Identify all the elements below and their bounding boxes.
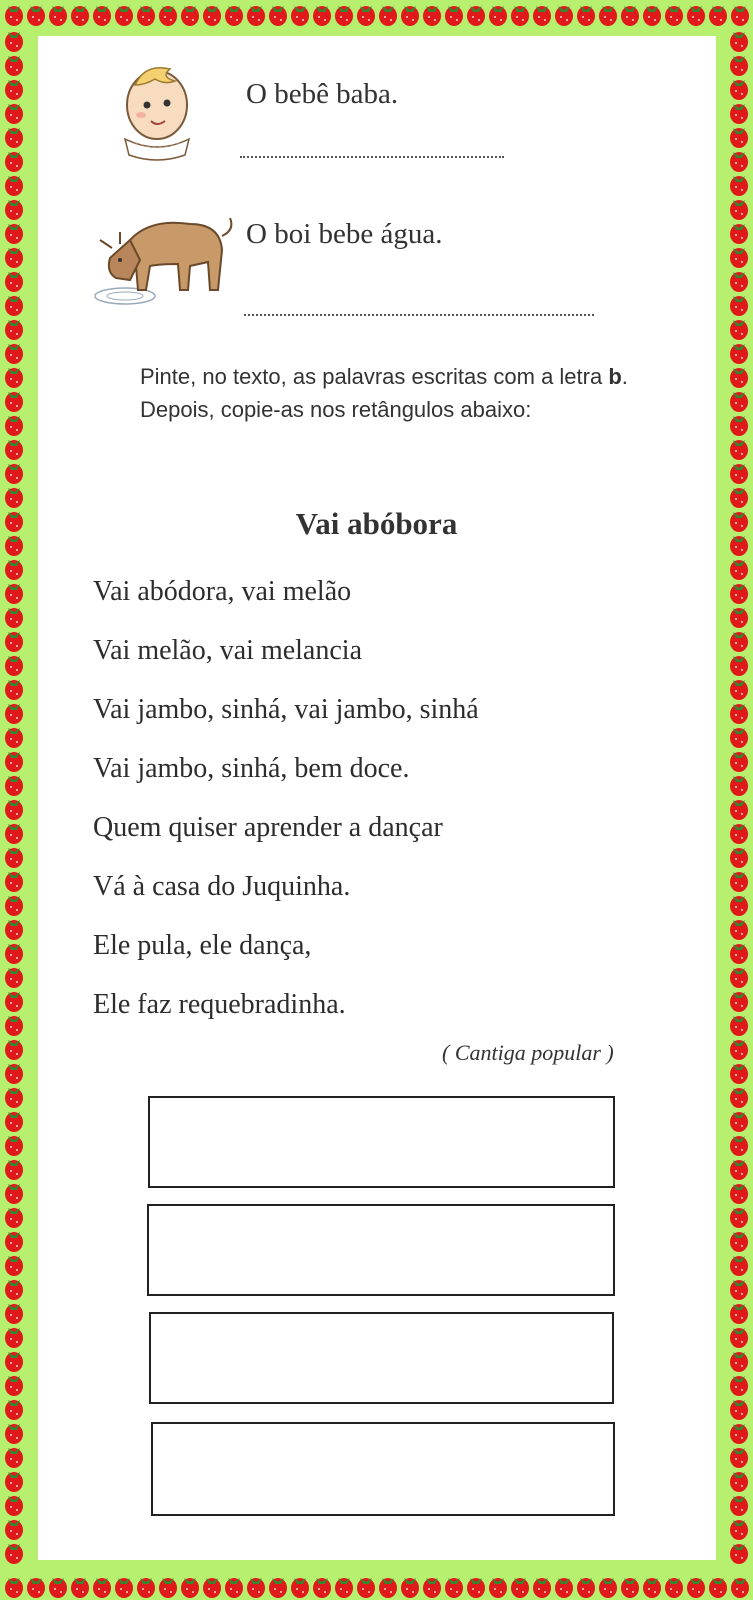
strawberry-icon — [5, 728, 23, 748]
strawberry-icon — [730, 1376, 748, 1396]
strawberry-icon — [5, 848, 23, 868]
strawberry-icon — [621, 1578, 639, 1598]
strawberry-icon — [5, 272, 23, 292]
strawberry-icon — [489, 6, 507, 26]
strawberry-icon — [5, 1448, 23, 1468]
strawberry-icon — [730, 224, 748, 244]
strawberry-icon — [730, 440, 748, 460]
strawberry-icon — [5, 824, 23, 844]
strawberry-icon — [730, 1352, 748, 1372]
writing-line-2[interactable] — [244, 314, 594, 316]
answer-box-3[interactable] — [149, 1312, 614, 1404]
strawberry-icon — [730, 176, 748, 196]
strawberry-icon — [71, 1578, 89, 1598]
strawberry-icon — [5, 1544, 23, 1564]
strawberry-icon — [5, 656, 23, 676]
strawberry-icon — [379, 6, 397, 26]
strawberry-icon — [511, 6, 529, 26]
poem-line: Vai jambo, sinhá, vai jambo, sinhá — [93, 694, 479, 725]
strawberry-icon — [203, 1578, 221, 1598]
strawberry-icon — [379, 1578, 397, 1598]
strawberry-icon — [731, 1578, 749, 1598]
strawberry-icon — [115, 1578, 133, 1598]
strawberry-icon — [687, 6, 705, 26]
strawberry-icon — [5, 704, 23, 724]
strawberry-icon — [5, 1184, 23, 1204]
strawberry-icon — [599, 6, 617, 26]
strawberry-icon — [5, 1304, 23, 1324]
strawberry-icon — [467, 6, 485, 26]
strawberry-icon — [730, 56, 748, 76]
strawberry-icon — [313, 1578, 331, 1598]
strawberry-icon — [730, 1088, 748, 1108]
strawberry-icon — [5, 392, 23, 412]
strawberry-icon — [5, 680, 23, 700]
strawberry-icon — [730, 1400, 748, 1420]
strawberry-icon — [5, 1064, 23, 1084]
strawberry-icon — [730, 1496, 748, 1516]
strawberry-icon — [335, 1578, 353, 1598]
poem-title: Vai abóbora — [295, 506, 458, 541]
strawberry-icon — [5, 1496, 23, 1516]
strawberry-icon — [730, 704, 748, 724]
writing-line-1[interactable] — [240, 156, 504, 158]
strawberry-icon — [5, 800, 23, 820]
strawberry-icon — [5, 1136, 23, 1156]
strawberry-icon — [5, 80, 23, 100]
strawberry-icon — [730, 776, 748, 796]
strawberry-icon — [5, 152, 23, 172]
strawberry-icon — [5, 1160, 23, 1180]
strawberry-icon — [577, 1578, 595, 1598]
strawberry-icon — [643, 1578, 661, 1598]
strawberry-icon — [665, 1578, 683, 1598]
strawberry-icon — [5, 104, 23, 124]
strawberry-icon — [730, 296, 748, 316]
strawberry-icon — [730, 1520, 748, 1540]
strawberry-icon — [5, 1112, 23, 1132]
strawberry-icon — [27, 6, 45, 26]
strawberry-icon — [269, 6, 287, 26]
strawberry-icon — [730, 368, 748, 388]
strawberry-icon — [730, 920, 748, 940]
strawberry-icon — [730, 1544, 748, 1564]
strawberry-icon — [511, 1578, 529, 1598]
strawberry-icon — [49, 1578, 67, 1598]
strawberry-icon — [225, 1578, 243, 1598]
strawberry-icon — [401, 1578, 419, 1598]
strawberry-icon — [5, 1088, 23, 1108]
strawberry-icon — [621, 6, 639, 26]
strawberry-icon — [730, 944, 748, 964]
strawberry-icon — [93, 1578, 111, 1598]
strawberry-icon — [5, 752, 23, 772]
strawberry-icon — [5, 128, 23, 148]
strawberry-icon — [599, 1578, 617, 1598]
instruction — [140, 360, 680, 426]
strawberry-icon — [730, 1472, 748, 1492]
strawberry-icon — [5, 224, 23, 244]
strawberry-icon — [730, 1448, 748, 1468]
strawberry-icon — [5, 1400, 23, 1420]
strawberry-icon — [730, 656, 748, 676]
strawberry-icon — [5, 1280, 23, 1300]
strawberry-icon — [5, 296, 23, 316]
strawberry-icon — [709, 6, 727, 26]
strawberry-icon — [730, 1232, 748, 1252]
strawberry-icon — [730, 584, 748, 604]
strawberry-icon — [269, 1578, 287, 1598]
strawberry-icon — [730, 320, 748, 340]
strawberry-icon — [5, 1208, 23, 1228]
strawberry-icon — [181, 1578, 199, 1598]
strawberry-icon — [5, 6, 23, 26]
poem — [93, 572, 479, 1044]
strawberry-icon — [357, 1578, 375, 1598]
strawberry-icon — [730, 248, 748, 268]
answer-box-4[interactable] — [151, 1422, 615, 1516]
strawberry-icon — [730, 200, 748, 220]
strawberry-icon — [5, 488, 23, 508]
strawberry-icon — [687, 1578, 705, 1598]
strawberry-icon — [247, 6, 265, 26]
strawberry-icon — [730, 1040, 748, 1060]
strawberry-icon — [159, 6, 177, 26]
strawberry-icon — [5, 872, 23, 892]
strawberry-icon — [5, 992, 23, 1012]
strawberry-icon — [731, 6, 749, 26]
strawberry-icon — [730, 80, 748, 100]
strawberry-icon — [730, 800, 748, 820]
strawberry-icon — [730, 968, 748, 988]
strawberry-icon — [5, 776, 23, 796]
strawberry-icon — [730, 32, 748, 52]
instruction-part-1: Pinte, no texto, as palavras escritas com a letra — [140, 364, 609, 389]
strawberry-icon — [137, 1578, 155, 1598]
strawberry-icon — [730, 752, 748, 772]
strawberry-icon — [730, 104, 748, 124]
poem-line: Vai melão, vai melancia — [93, 635, 362, 666]
strawberry-icon — [5, 56, 23, 76]
strawberry-icon — [93, 6, 111, 26]
strawberry-icon — [730, 992, 748, 1012]
strawberry-icon — [181, 6, 199, 26]
strawberry-icon — [555, 1578, 573, 1598]
poem-line: Ele faz requebradinha. — [93, 989, 346, 1020]
strawberry-icon — [5, 1578, 23, 1598]
instruction-letter: b — [608, 364, 622, 389]
strawberry-icon — [5, 440, 23, 460]
poem-source: ( Cantiga popular ) — [442, 1040, 614, 1065]
strawberry-icon — [5, 464, 23, 484]
strawberry-icon — [291, 1578, 309, 1598]
strawberry-icon — [27, 1578, 45, 1598]
ox-drinking-illustration — [90, 200, 240, 312]
strawberry-icon — [5, 584, 23, 604]
strawberry-icon — [5, 1016, 23, 1036]
strawberry-icon — [730, 488, 748, 508]
strawberry-icon — [5, 1040, 23, 1060]
strawberry-icon — [730, 1424, 748, 1444]
strawberry-icon — [730, 416, 748, 436]
strawberry-icon — [730, 848, 748, 868]
strawberry-icon — [423, 1578, 441, 1598]
strawberry-icon — [730, 464, 748, 484]
strawberry-icon — [730, 272, 748, 292]
strawberry-icon — [445, 1578, 463, 1598]
strawberry-icon — [730, 1016, 748, 1036]
strawberry-icon — [730, 1112, 748, 1132]
strawberry-icon — [203, 6, 221, 26]
strawberry-icon — [49, 6, 67, 26]
strawberry-icon — [5, 176, 23, 196]
strawberry-icon — [71, 6, 89, 26]
strawberry-icon — [533, 6, 551, 26]
strawberry-icon — [665, 6, 683, 26]
strawberry-icon — [730, 344, 748, 364]
strawberry-icon — [730, 392, 748, 412]
answer-box-2[interactable] — [147, 1204, 615, 1296]
strawberry-icon — [5, 32, 23, 52]
strawberry-icon — [225, 6, 243, 26]
strawberry-icon — [5, 1424, 23, 1444]
strawberry-icon — [730, 1160, 748, 1180]
strawberry-icon — [291, 6, 309, 26]
strawberry-icon — [643, 6, 661, 26]
strawberry-icon — [5, 608, 23, 628]
strawberry-icon — [159, 1578, 177, 1598]
baby-illustration — [115, 55, 225, 165]
strawberry-icon — [5, 320, 23, 340]
strawberry-icon — [5, 1232, 23, 1252]
strawberry-icon — [730, 152, 748, 172]
sentence-ox: O boi bebe água. — [246, 218, 443, 250]
strawberry-icon — [115, 6, 133, 26]
strawberry-icon — [730, 632, 748, 652]
strawberry-icon — [5, 416, 23, 436]
instruction-part-2: . Depois, copie-as nos retângulos abaixo: — [140, 364, 628, 422]
strawberry-icon — [730, 824, 748, 844]
strawberry-icon — [5, 368, 23, 388]
strawberry-icon — [709, 1578, 727, 1598]
strawberry-icon — [730, 560, 748, 580]
strawberry-icon — [730, 872, 748, 892]
strawberry-icon — [730, 608, 748, 628]
strawberry-icon — [5, 920, 23, 940]
sentence-baby: O bebê baba. — [246, 78, 399, 110]
strawberry-icon — [445, 6, 463, 26]
strawberry-icon — [137, 6, 155, 26]
poem-line: Vá à casa do Juquinha. — [93, 871, 351, 902]
strawberry-icon — [577, 6, 595, 26]
strawberry-icon — [423, 6, 441, 26]
strawberry-icon — [357, 6, 375, 26]
strawberry-icon — [5, 1256, 23, 1276]
strawberry-icon — [5, 1352, 23, 1372]
answer-box-1[interactable] — [148, 1096, 615, 1188]
strawberry-icon — [5, 1472, 23, 1492]
strawberry-icon — [730, 680, 748, 700]
strawberry-icon — [730, 1136, 748, 1156]
poem-line: Ele pula, ele dança, — [93, 930, 312, 961]
strawberry-icon — [730, 1256, 748, 1276]
poem-line: Vai abódora, vai melão — [93, 576, 352, 607]
strawberry-icon — [5, 1376, 23, 1396]
strawberry-icon — [5, 344, 23, 364]
strawberry-icon — [730, 1064, 748, 1084]
strawberry-icon — [5, 944, 23, 964]
strawberry-icon — [5, 1328, 23, 1348]
strawberry-icon — [5, 1520, 23, 1540]
strawberry-icon — [533, 1578, 551, 1598]
strawberry-icon — [5, 968, 23, 988]
strawberry-icon — [730, 1328, 748, 1348]
strawberry-icon — [730, 128, 748, 148]
strawberry-icon — [730, 728, 748, 748]
strawberry-icon — [555, 6, 573, 26]
poem-line: Quem quiser aprender a dançar — [93, 812, 443, 843]
strawberry-icon — [335, 6, 353, 26]
strawberry-icon — [247, 1578, 265, 1598]
strawberry-icon — [467, 1578, 485, 1598]
strawberry-icon — [5, 632, 23, 652]
strawberry-icon — [730, 1304, 748, 1324]
strawberry-icon — [730, 896, 748, 916]
strawberry-icon — [730, 1280, 748, 1300]
strawberry-icon — [401, 6, 419, 26]
strawberry-icon — [5, 896, 23, 916]
strawberry-icon — [5, 248, 23, 268]
strawberry-icon — [730, 1208, 748, 1228]
strawberry-icon — [730, 1184, 748, 1204]
strawberry-icon — [5, 200, 23, 220]
strawberry-icon — [313, 6, 331, 26]
poem-line: Vai jambo, sinhá, bem doce. — [93, 753, 410, 784]
strawberry-icon — [5, 560, 23, 580]
strawberry-icon — [489, 1578, 507, 1598]
